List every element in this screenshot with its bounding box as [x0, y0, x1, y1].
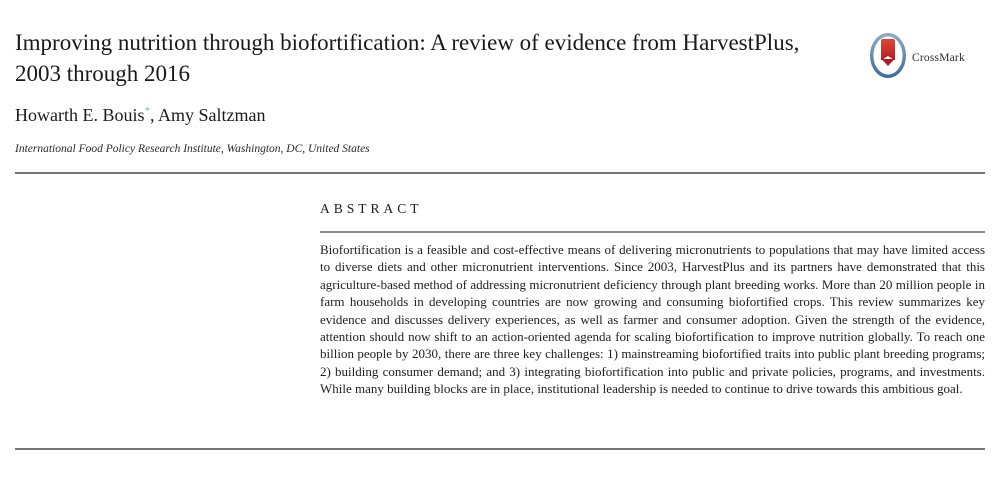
- authors: [15, 105, 266, 126]
- author-first: Howarth E. Bouis: [15, 105, 145, 125]
- author-rest: , Amy Saltzman: [150, 105, 266, 125]
- crossmark-label: CrossMark: [912, 52, 965, 64]
- crossmark-badge[interactable]: [869, 32, 965, 84]
- abstract-heading: ABSTRACT: [320, 201, 423, 216]
- abstract-text: Biofortification is a feasible and cost-effective means of delivering micronutrients to populations that may have limited access to diverse diets and other micronutrient interventions. Since 2003, HarvestPlus and its partners have demonstrated that this agriculture-based method of addressing micronutrient deficiency through plant breeding works. More than 20 million people in farm households in developing countries are now growing and consuming biofortified crops. This review summarizes key evidence and discusses delivery experiences, as well as farmer and consumer adoption. Given the strength of the evidence, attention should now shift to an action-oriented agenda for scaling biofortification to improve nutrition globally. To reach one billion people by 2030, there are three key challenges: 1) mainstreaming biofortified traits into public plant breeding programs; 2) building consumer demand; and 3) integrating biofortification into public and private policies, programs, and investments. While many building blocks are in place, institutional leadership is needed to continue to drive towards this ambitious goal.: [320, 242, 985, 397]
- divider-bottom: [15, 448, 985, 450]
- divider-top: [15, 172, 985, 174]
- crossmark-icon: [869, 32, 907, 84]
- affiliation: International Food Policy Research Institute, Washington, DC, United States: [15, 143, 370, 155]
- divider-abstract: [320, 231, 985, 233]
- corresponding-author-marker[interactable]: *: [144, 105, 150, 117]
- article-title: Improving nutrition through biofortification: A review of evidence from HarvestPlus, 2003 through 2016: [15, 30, 800, 86]
